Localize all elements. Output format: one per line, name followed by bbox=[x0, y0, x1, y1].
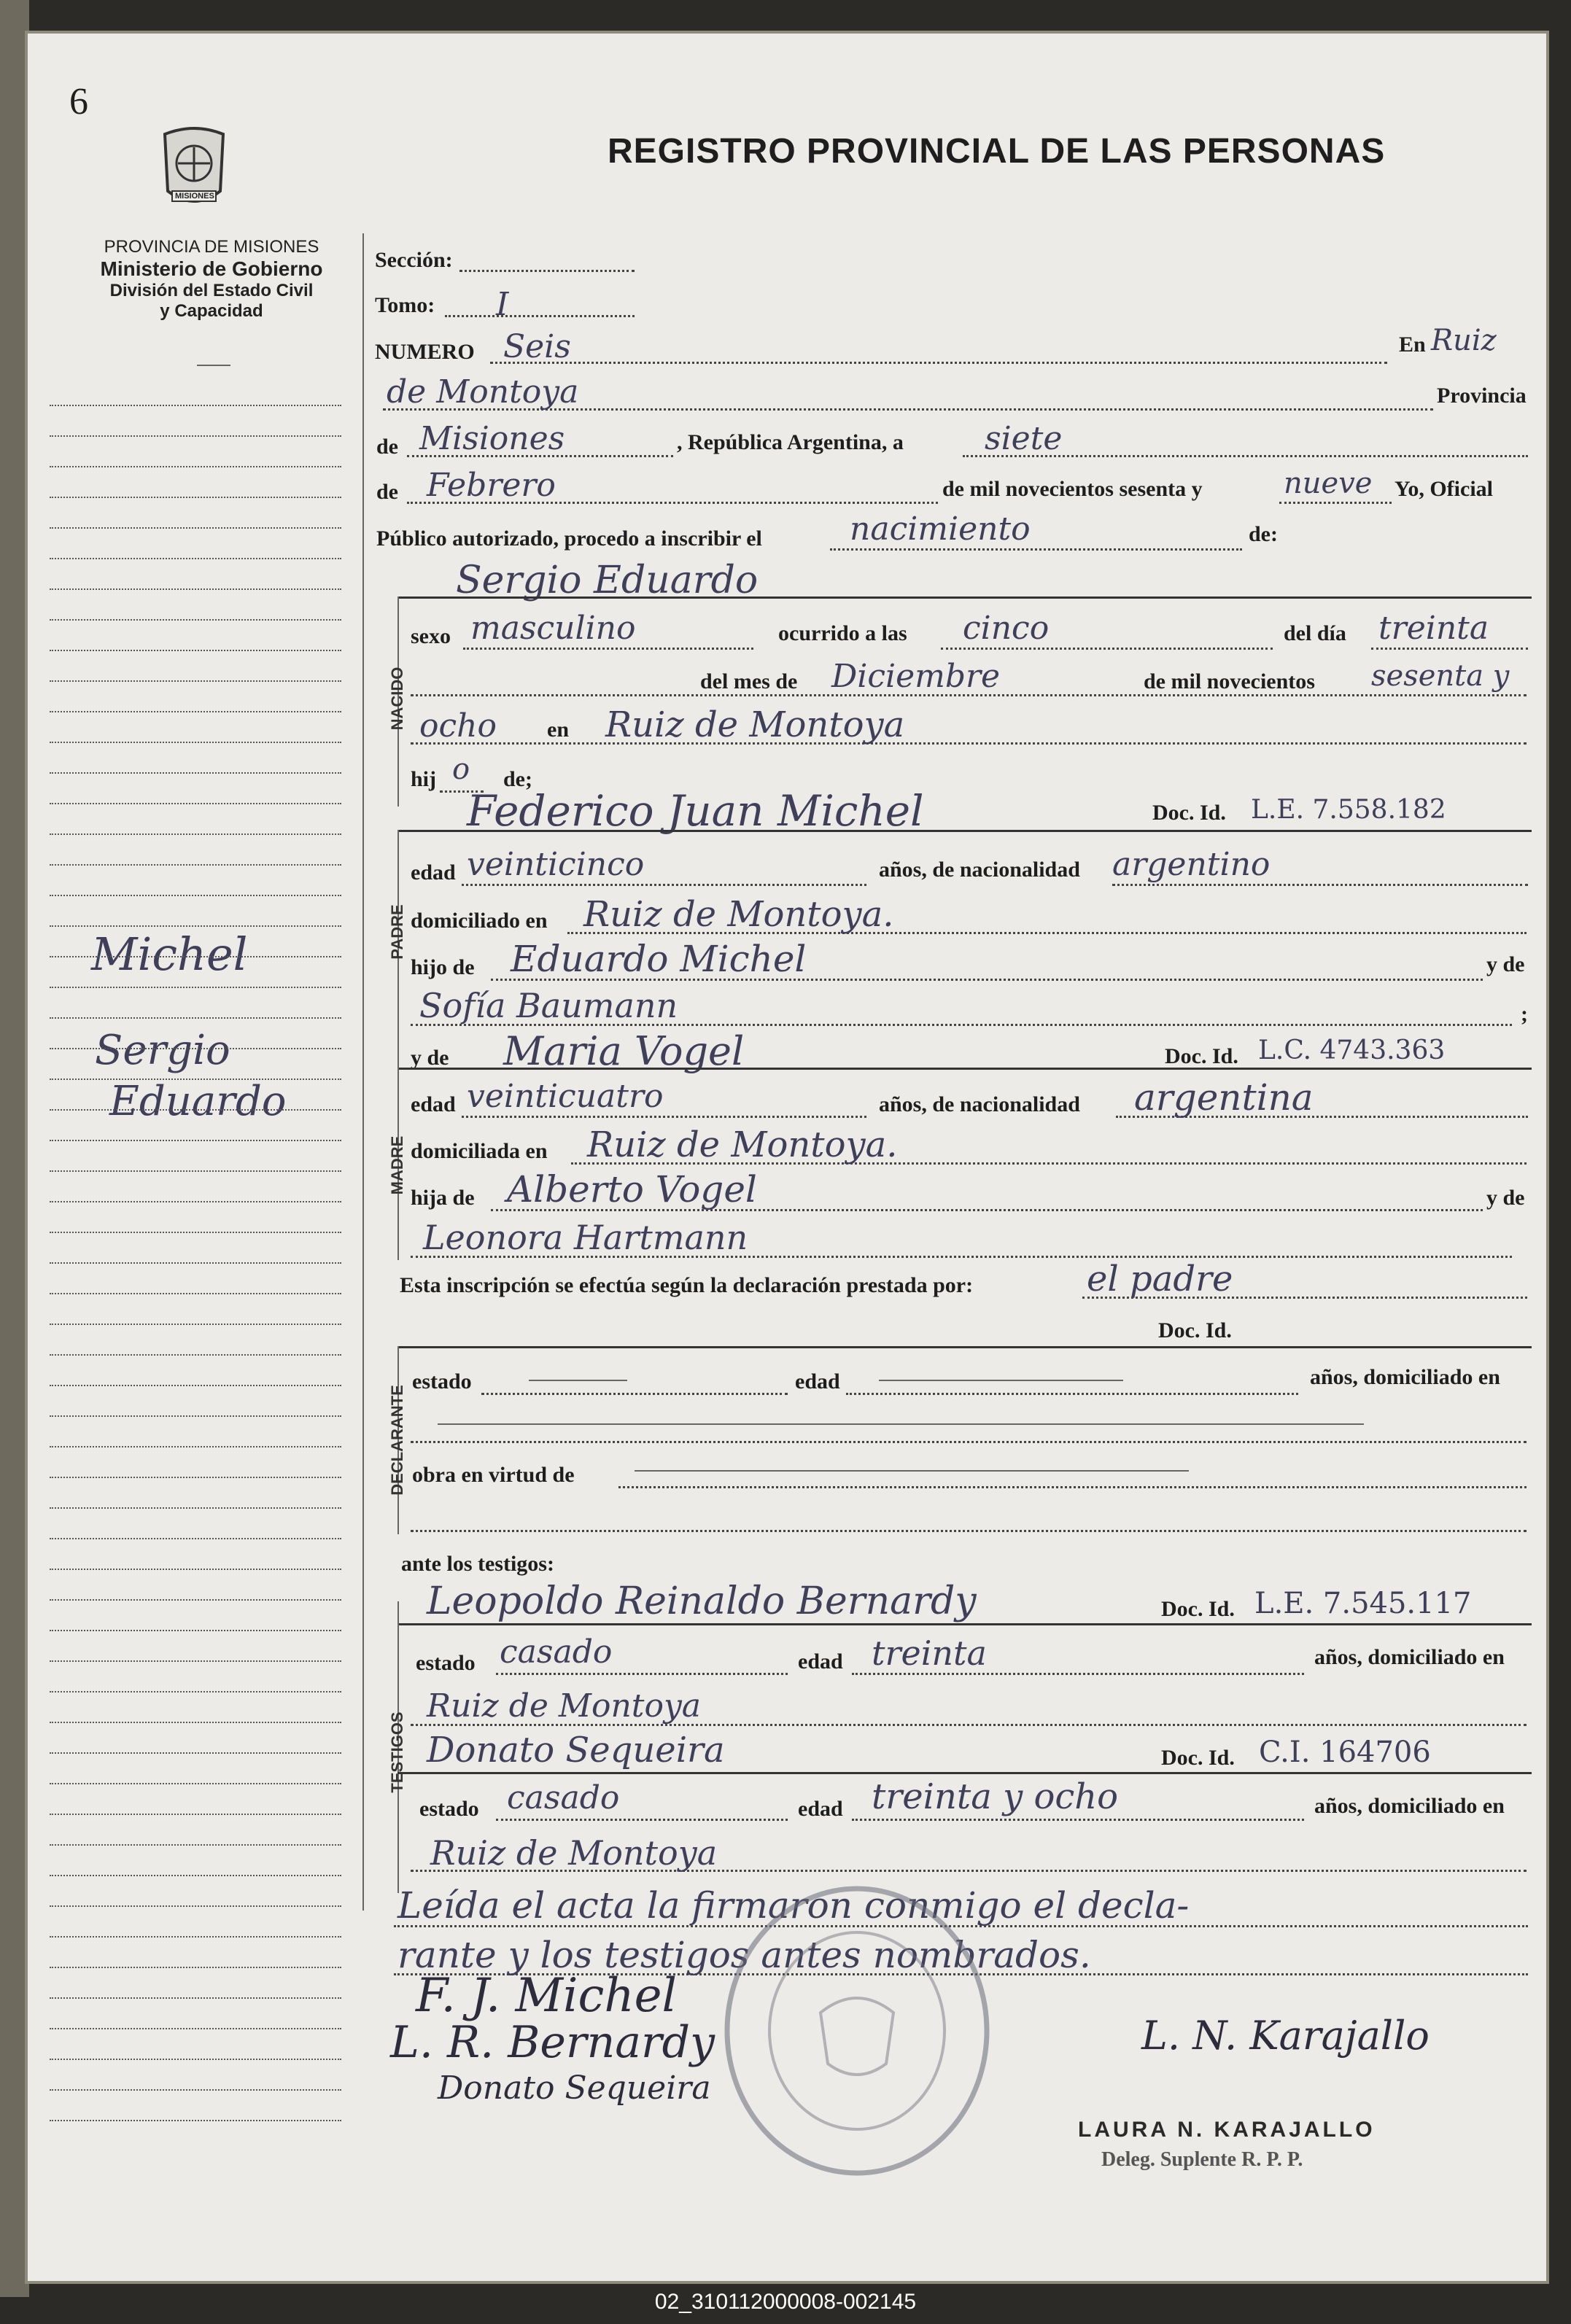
header-divider bbox=[197, 365, 230, 366]
nombre-rule bbox=[397, 596, 1532, 599]
anio-nac-value: sesenta y bbox=[1371, 659, 1510, 693]
office-capacity: y Capacidad bbox=[160, 301, 263, 321]
madre-nac-label: años, de nacionalidad bbox=[879, 1092, 1080, 1116]
office-header bbox=[66, 237, 357, 322]
margin-ruled-line bbox=[50, 588, 341, 590]
margin-ruled-line bbox=[50, 1752, 341, 1754]
margin-ruled-line bbox=[50, 1232, 341, 1233]
del-mes-label: del mes de bbox=[700, 669, 798, 693]
tomo-line bbox=[445, 315, 635, 317]
margin-ruled-line bbox=[50, 1109, 341, 1111]
margin-ruled-line bbox=[50, 1630, 341, 1631]
testigo2-doc-label: Doc. Id. bbox=[1161, 1746, 1235, 1770]
testigo1-dom-value: Ruiz de Montoya bbox=[427, 1687, 702, 1725]
padre-hijo-value: Eduardo Michel bbox=[511, 938, 807, 980]
padre-semicolon: ; bbox=[1521, 1002, 1528, 1026]
madre-doc-label: Doc. Id. bbox=[1165, 1044, 1238, 1068]
margin-ruled-line bbox=[50, 2089, 341, 2091]
declarante-dom-label: años, domiciliado en bbox=[1310, 1365, 1500, 1389]
madre-edad-label: edad bbox=[411, 1092, 456, 1116]
dia-nac-value: treinta bbox=[1378, 610, 1489, 647]
margin-ruled-line bbox=[50, 650, 341, 651]
testigo2-rule bbox=[397, 1772, 1532, 1774]
sexo-label: sexo bbox=[411, 624, 451, 648]
obra-label: obra en virtud de bbox=[412, 1463, 575, 1487]
testigo1-dom-label: años, domiciliado en bbox=[1314, 1645, 1505, 1669]
padre-dom-label: domiciliado en bbox=[411, 909, 548, 933]
de-label-1: de bbox=[376, 435, 398, 459]
yo-oficial-label: Yo, Oficial bbox=[1394, 477, 1493, 501]
margin-ruled-line bbox=[50, 2028, 341, 2029]
declarante-edad-dash bbox=[879, 1380, 1123, 1381]
provincia-label: Provincia bbox=[1437, 384, 1527, 408]
margin-ruled-line bbox=[50, 1844, 341, 1846]
lugar-value: de Montoya bbox=[387, 373, 579, 411]
de-colon-label: de: bbox=[1249, 522, 1278, 546]
padre-doc-value: L.E. 7.558.182 bbox=[1251, 795, 1446, 825]
margin-ruled-line bbox=[50, 987, 341, 988]
footer-id: 02_310112000008-002145 bbox=[654, 2290, 917, 2314]
section-madre: MADRE bbox=[388, 1135, 406, 1195]
declarante-dom-line bbox=[411, 1441, 1527, 1443]
margin-ruled-line bbox=[50, 1599, 341, 1601]
signature-officer: L. N. Karajallo bbox=[1141, 2013, 1430, 2059]
padre-nac-line bbox=[1112, 884, 1528, 886]
margin-ruled-line bbox=[50, 895, 341, 896]
de-label-2: de bbox=[376, 480, 398, 504]
margin-ruled-line bbox=[50, 405, 341, 406]
hora-value: cinco bbox=[963, 610, 1050, 647]
padre-edad-label: edad bbox=[411, 860, 456, 885]
margin-ruled-line bbox=[50, 1293, 341, 1294]
padre-nombre-value: Federico Juan Michel bbox=[467, 786, 924, 836]
en-label: En bbox=[1399, 333, 1426, 357]
testigo2-dom-value: Ruiz de Montoya bbox=[430, 1833, 718, 1873]
margin-ruled-line bbox=[50, 1385, 341, 1386]
testigo1-doc-value: L.E. 7.545.117 bbox=[1254, 1587, 1472, 1620]
padre-dom-value: Ruiz de Montoya. bbox=[583, 894, 894, 935]
cierre-2: rante y los testigos antes nombrados. bbox=[397, 1934, 1091, 1976]
madre-dom-label: domiciliada en bbox=[411, 1139, 548, 1163]
madre-dom-value: Ruiz de Montoya. bbox=[587, 1124, 898, 1165]
testigo2-edad-value: treinta y ocho bbox=[872, 1776, 1119, 1817]
madre-nombre-value: Maria Vogel bbox=[503, 1028, 745, 1074]
section-padre: PADRE bbox=[388, 904, 406, 960]
margin-ruled-line bbox=[50, 711, 341, 712]
madre-y-de-label: y de bbox=[411, 1046, 449, 1070]
acto-line bbox=[830, 548, 1242, 551]
page-number: 6 bbox=[69, 81, 88, 123]
official-stamp-icon bbox=[718, 1881, 996, 2180]
declarante-edad-label: edad bbox=[795, 1369, 840, 1394]
declarante-extra-line bbox=[411, 1530, 1527, 1532]
margin-ruled-line bbox=[50, 1783, 341, 1784]
ante-label: ante los testigos: bbox=[401, 1552, 554, 1576]
mes-nac-value: Diciembre bbox=[831, 658, 1001, 695]
margin-ruled-line bbox=[50, 1507, 341, 1509]
numero-value: Seis bbox=[503, 328, 571, 365]
testigo1-estado-label: estado bbox=[416, 1651, 476, 1675]
hora-line bbox=[941, 648, 1273, 650]
cierre-1: Leída el acta la firmaron conmigo el decla- bbox=[397, 1884, 1190, 1927]
padre-madre-value: Sofía Baumann bbox=[419, 986, 678, 1025]
padre-doc-label: Doc. Id. bbox=[1152, 801, 1226, 825]
declarante-rule bbox=[397, 1346, 1532, 1348]
padre-rule bbox=[397, 830, 1532, 832]
margin-ruled-line bbox=[50, 803, 341, 804]
section-testigos: TESTIGOS bbox=[388, 1711, 406, 1793]
margin-ruled-line bbox=[50, 1415, 341, 1417]
office-division: División del Estado Civil bbox=[109, 281, 314, 300]
margin-ruled-line bbox=[50, 1201, 341, 1202]
margin-ruled-line bbox=[50, 1446, 341, 1447]
margin-ruled-line bbox=[50, 956, 341, 957]
margin-ruled-line bbox=[50, 2120, 341, 2121]
sexo-value: masculino bbox=[470, 610, 636, 647]
province-seal-icon bbox=[159, 125, 229, 213]
en-lower-label: en bbox=[547, 718, 569, 742]
margin-ruled-line bbox=[50, 1170, 341, 1172]
declarante-dom-dash bbox=[438, 1423, 1364, 1425]
numero-label: NUMERO bbox=[375, 340, 475, 364]
margin-ruled-line bbox=[50, 1017, 341, 1019]
margin-ruled-line bbox=[50, 466, 341, 467]
tomo-value: I bbox=[496, 286, 509, 323]
margin-ruled-line bbox=[50, 925, 341, 927]
margin-ruled-line bbox=[50, 1814, 341, 1815]
anio-acta-value: nueve bbox=[1284, 467, 1373, 500]
testigo1-edad-line bbox=[852, 1673, 1304, 1675]
office-ministry: Ministerio de Gobierno bbox=[100, 257, 323, 280]
declarante-estado-label: estado bbox=[412, 1369, 472, 1394]
hij-value: o bbox=[452, 753, 470, 786]
signature-witness1: L. R. Bernardy bbox=[390, 2017, 715, 2068]
document-title: REGISTRO PROVINCIAL DE LAS PERSONAS bbox=[608, 132, 1386, 171]
testigo2-edad-label: edad bbox=[798, 1797, 843, 1821]
margin-ruled-line bbox=[50, 1691, 341, 1693]
sexo-line bbox=[463, 648, 753, 650]
padre-hijo-label: hijo de bbox=[411, 955, 475, 979]
section-declarante: DECLARANTE bbox=[388, 1385, 406, 1496]
madre-nac-value: argentina bbox=[1134, 1076, 1314, 1119]
signature-father: F. J. Michel bbox=[416, 1969, 677, 2023]
margin-ruled-line bbox=[50, 1905, 341, 1907]
margin-ruled-line bbox=[50, 497, 341, 498]
margin-ruled-line bbox=[50, 1936, 341, 1938]
madre-hija-value: Alberto Vogel bbox=[507, 1168, 757, 1210]
margin-ruled-line bbox=[50, 772, 341, 774]
republica-label: , República Argentina, a bbox=[677, 430, 904, 454]
mes-acta-value: Febrero bbox=[427, 467, 556, 504]
margin-ruled-line bbox=[50, 1079, 341, 1080]
padre-edad-value: veinticinco bbox=[467, 846, 645, 883]
declarante-estado-line bbox=[481, 1393, 788, 1395]
margin-ruled-line bbox=[50, 1569, 341, 1570]
madre-doc-value: L.C. 4743.363 bbox=[1258, 1035, 1446, 1065]
margin-ruled-line bbox=[50, 1660, 341, 1662]
lugar-nac-value: Ruiz de Montoya bbox=[605, 704, 905, 745]
declaracion-label: Esta inscripción se efectúa según la declaración prestada por: bbox=[400, 1273, 974, 1297]
dia-acta-value: siete bbox=[985, 420, 1063, 457]
official-role: Deleg. Suplente R. P. P. bbox=[1101, 2148, 1303, 2171]
madre-rule bbox=[397, 1068, 1532, 1070]
tomo-label: Tomo: bbox=[375, 293, 435, 317]
margin-name1: Sergio bbox=[95, 1027, 230, 1074]
acto-value: nacimiento bbox=[850, 510, 1031, 548]
anio-nac2-value: ocho bbox=[419, 707, 497, 745]
obra-line bbox=[618, 1486, 1527, 1488]
margin-ruled-line bbox=[50, 1538, 341, 1539]
margin-ruled-line bbox=[50, 1262, 341, 1264]
madre-y-de-label-2: y de bbox=[1486, 1186, 1525, 1210]
mil-label: de mil novecientos sesenta y bbox=[942, 477, 1203, 501]
testigos-rule bbox=[397, 1623, 1532, 1625]
margin-ruled-line bbox=[50, 1324, 341, 1325]
margin-ruled-line bbox=[50, 1477, 341, 1478]
margin-ruled-line bbox=[50, 2059, 341, 2060]
margin-ruled-line bbox=[50, 619, 341, 621]
signature-witness2: Donato Sequeira bbox=[438, 2070, 711, 2107]
margin-ruled-line bbox=[50, 1722, 341, 1723]
margin-ruled-line bbox=[50, 1354, 341, 1356]
testigo2-value: Donato Sequeira bbox=[427, 1730, 725, 1771]
madre-hija-label: hija de bbox=[411, 1186, 475, 1210]
seccion-line bbox=[459, 270, 635, 272]
margin-name2: Eduardo bbox=[109, 1078, 287, 1125]
testigo1-estado-value: casado bbox=[500, 1633, 613, 1671]
del-dia-label: del día bbox=[1284, 621, 1346, 645]
margin-ruled-line bbox=[50, 680, 341, 682]
anio-acta-line bbox=[1279, 502, 1392, 504]
margin-ruled-line bbox=[50, 1997, 341, 1999]
margin-ruled-line bbox=[50, 1140, 341, 1141]
testigo2-estado-line bbox=[496, 1819, 788, 1821]
margin-ruled-line bbox=[50, 1048, 341, 1049]
numero-line bbox=[490, 362, 1387, 364]
en-value: Ruiz bbox=[1431, 324, 1497, 357]
form-left-border bbox=[362, 233, 364, 1911]
padre-nac-value: argentino bbox=[1112, 846, 1271, 883]
de-semicolon-label: de; bbox=[503, 767, 532, 791]
margin-ruled-line bbox=[50, 864, 341, 866]
testigo2-doc-value: C.I. 164706 bbox=[1259, 1736, 1431, 1769]
margin-ruled-line bbox=[50, 1875, 341, 1876]
padre-y-de-label: y de bbox=[1486, 952, 1525, 976]
testigo1-estado-line bbox=[496, 1673, 788, 1675]
declarante-edad-line bbox=[846, 1393, 1298, 1395]
office-province: PROVINCIA DE MISIONES bbox=[104, 237, 319, 257]
hij-label: hij bbox=[411, 767, 437, 791]
nac-line-3 bbox=[411, 742, 1527, 745]
obra-dash bbox=[635, 1470, 1189, 1472]
padre-nac-label: años, de nacionalidad bbox=[879, 858, 1080, 882]
margin-ruled-line bbox=[50, 742, 341, 743]
margin-ruled-line bbox=[50, 833, 341, 835]
testigo2-dom-label: años, domiciliado en bbox=[1314, 1794, 1505, 1818]
testigo1-value: Leopoldo Reinaldo Bernardy bbox=[427, 1579, 977, 1623]
padre-edad-line bbox=[462, 884, 866, 886]
margin-surname: Michel bbox=[91, 928, 248, 981]
testigo1-edad-value: treinta bbox=[872, 1633, 987, 1673]
declarante-value: el padre bbox=[1087, 1259, 1233, 1299]
testigo1-doc-label: Doc. Id. bbox=[1161, 1597, 1235, 1621]
margin-ruled-line bbox=[50, 1967, 341, 1968]
ocurrido-label: ocurrido a las bbox=[778, 621, 907, 645]
madre-edad-line bbox=[462, 1116, 866, 1118]
madre-madre-value: Leonora Hartmann bbox=[423, 1218, 748, 1257]
testigo2-estado-label: estado bbox=[419, 1797, 479, 1821]
official-name: LAURA N. KARAJALLO bbox=[1078, 2118, 1376, 2142]
margin-ruled-line bbox=[50, 527, 341, 529]
declarante-estado-dash bbox=[529, 1380, 627, 1381]
testigo2-edad-line bbox=[852, 1819, 1304, 1821]
madre-edad-value: veinticuatro bbox=[467, 1078, 664, 1115]
testigo2-estado-value: casado bbox=[507, 1779, 620, 1816]
margin-ruled-line bbox=[50, 435, 341, 437]
section-nacido: NACIDO bbox=[388, 667, 406, 731]
margin-ruled-line bbox=[50, 558, 341, 559]
publico-label: Público autorizado, procedo a inscribir el bbox=[376, 526, 762, 551]
provincia-value: Misiones bbox=[419, 420, 565, 457]
de-mil-label: de mil novecientos bbox=[1144, 669, 1315, 693]
declarante-doc-label: Doc. Id. bbox=[1158, 1318, 1232, 1342]
dia-nac-line bbox=[1371, 648, 1528, 650]
nombre-value: Sergio Eduardo bbox=[456, 559, 759, 602]
seccion-label: Sección: bbox=[375, 248, 453, 272]
testigo1-edad-label: edad bbox=[798, 1649, 843, 1674]
seal-label: MISIONES bbox=[175, 192, 214, 201]
